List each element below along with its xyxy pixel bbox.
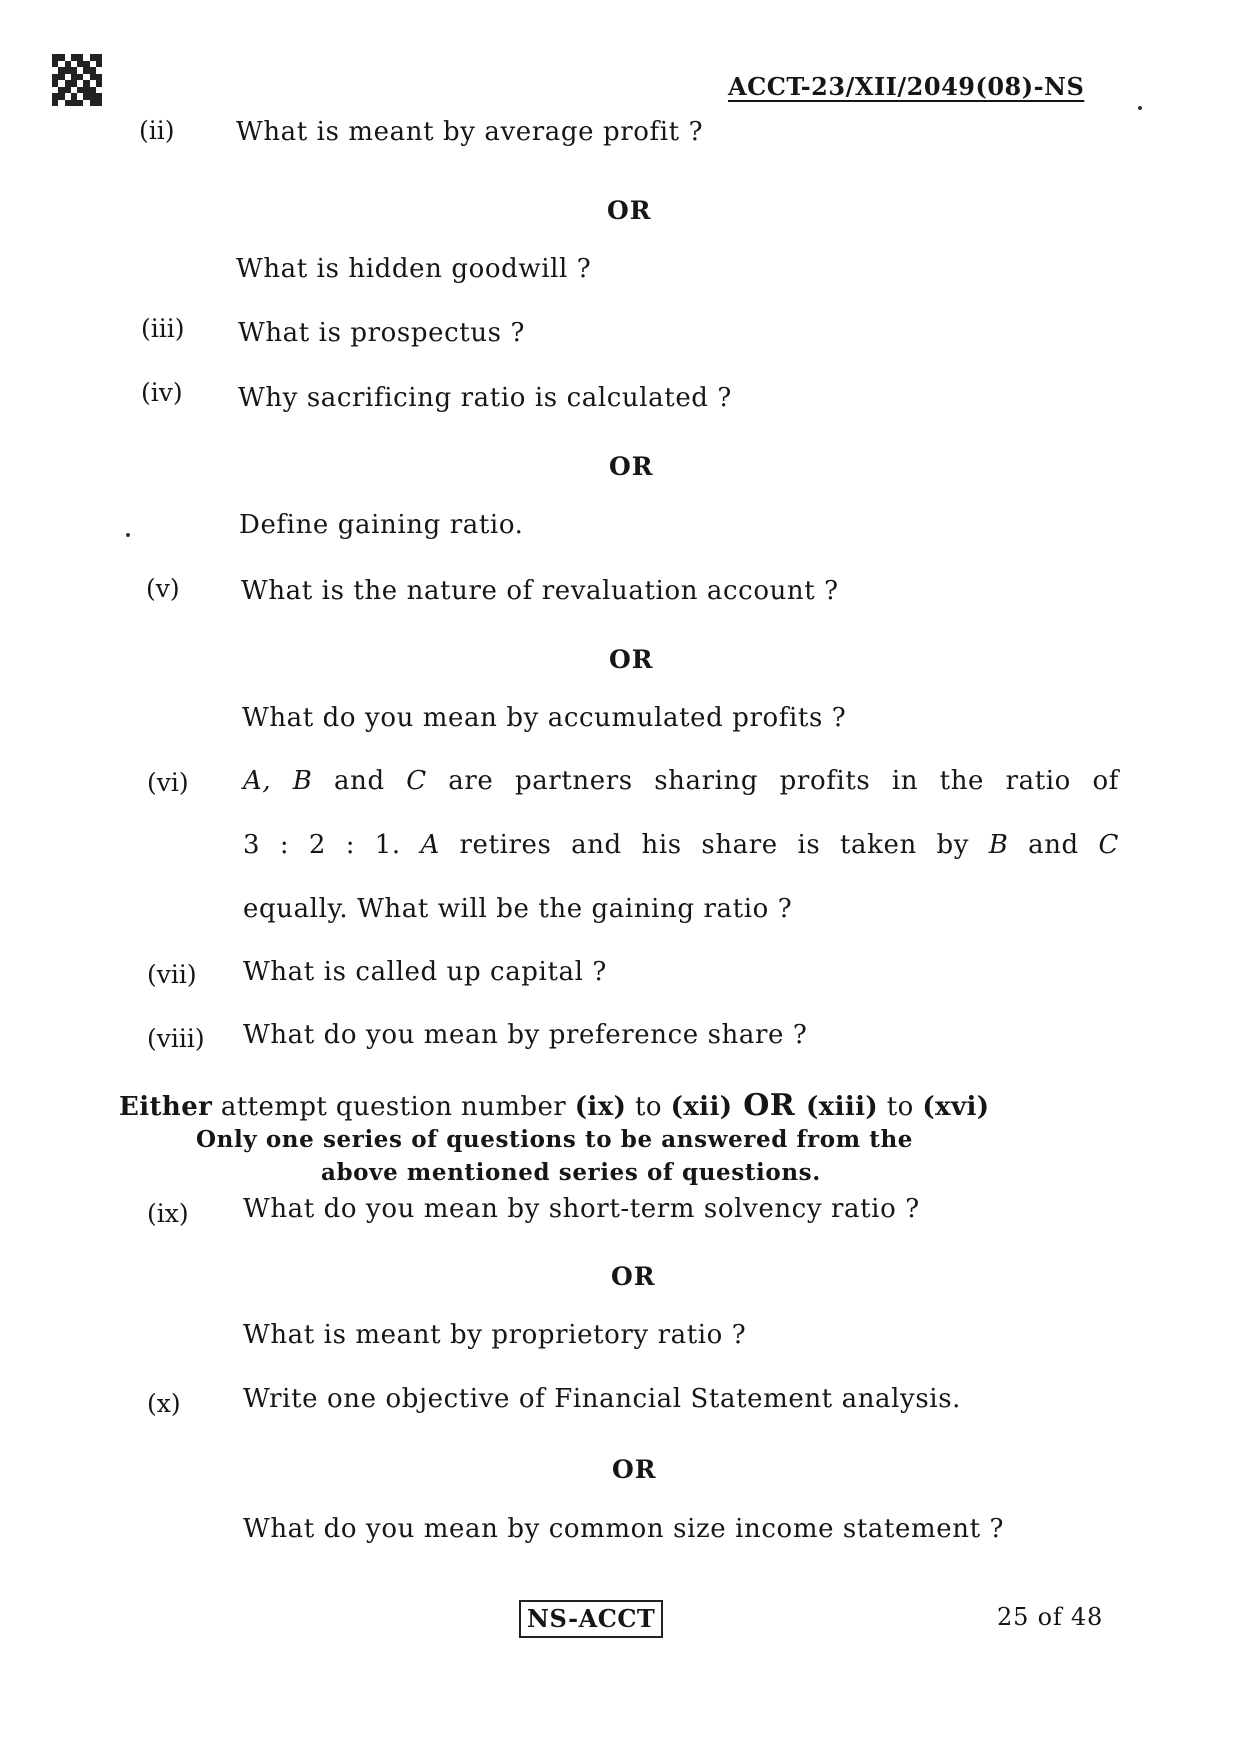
question-number: (ii) bbox=[139, 116, 175, 145]
alternative-question: Define gaining ratio. bbox=[239, 510, 524, 540]
question-number: (viii) bbox=[147, 1024, 205, 1053]
question-text: What do you mean by short-term solvency ratio ? bbox=[243, 1194, 920, 1224]
alternative-question: What do you mean by common size income statement ? bbox=[243, 1514, 1005, 1544]
instruction-line-3: above mentioned series of questions. bbox=[321, 1159, 821, 1186]
page-number: 25 of 48 bbox=[997, 1603, 1104, 1631]
question-text: What is the nature of revaluation account ? bbox=[241, 576, 839, 606]
question-text: What is meant by average profit ? bbox=[236, 117, 704, 147]
mark-dot bbox=[126, 533, 130, 537]
question-text: What is prospectus ? bbox=[238, 318, 526, 348]
question-text-line-3: equally. What will be the gaining ratio ? bbox=[243, 894, 793, 924]
question-text: What is called up capital ? bbox=[243, 957, 607, 987]
or-label: OR bbox=[609, 452, 654, 481]
alternative-question: What is hidden goodwill ? bbox=[236, 254, 592, 284]
or-label: OR bbox=[607, 196, 652, 225]
or-label: OR bbox=[612, 1455, 657, 1484]
question-text-line-1: A, B and C are partners sharing profits in the ratio of bbox=[243, 766, 1119, 796]
qr-code bbox=[52, 54, 102, 106]
question-number: (vi) bbox=[147, 768, 189, 797]
question-number: (ix) bbox=[147, 1199, 189, 1228]
alternative-question: What is meant by proprietory ratio ? bbox=[243, 1320, 747, 1350]
alternative-question: What do you mean by accumulated profits ? bbox=[242, 703, 847, 733]
question-number: (vii) bbox=[147, 960, 197, 989]
question-number: (iii) bbox=[141, 314, 185, 343]
subject-code-box: NS-ACCT bbox=[519, 1600, 663, 1638]
question-number: (x) bbox=[147, 1389, 181, 1418]
mark-dot bbox=[1138, 106, 1142, 110]
question-text: Why sacrificing ratio is calculated ? bbox=[238, 383, 732, 413]
question-number: (v) bbox=[146, 574, 180, 603]
instruction-line-2: Only one series of questions to be answered from the bbox=[196, 1126, 914, 1153]
or-label: OR bbox=[609, 645, 654, 674]
instruction-line-1: Either attempt question number (ix) to (xii) OR (xiii) to (xvi) bbox=[119, 1088, 990, 1123]
question-text: Write one objective of Financial Statement analysis. bbox=[243, 1384, 962, 1414]
or-label: OR bbox=[611, 1262, 656, 1291]
question-text-line-2: 3 : 2 : 1. A retires and his share is taken by B and C bbox=[243, 830, 1119, 860]
question-text: What do you mean by preference share ? bbox=[243, 1020, 808, 1050]
paper-code: ACCT-23/XII/2049(08)-NS bbox=[728, 72, 1085, 101]
question-number: (iv) bbox=[141, 378, 183, 407]
